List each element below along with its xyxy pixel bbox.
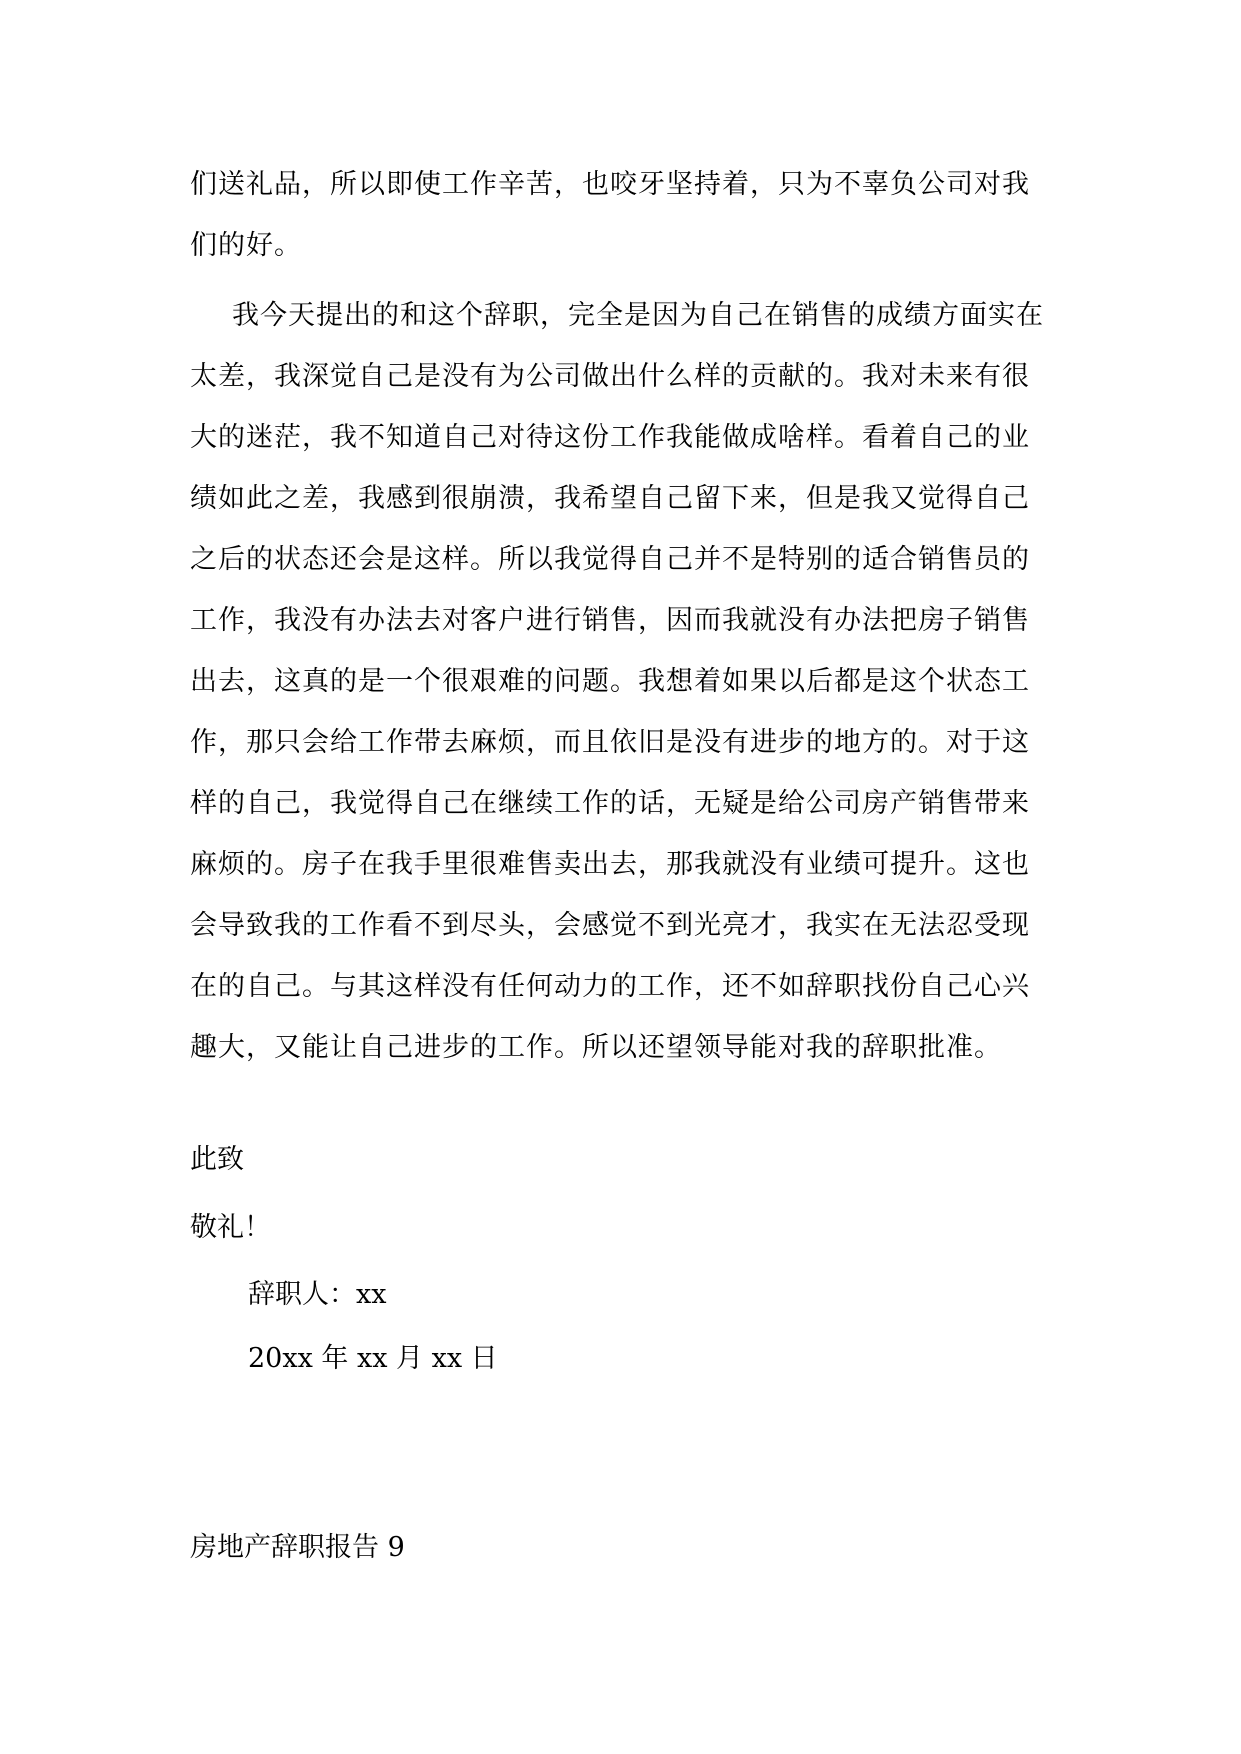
signature-name: 辞职人：xx bbox=[248, 1279, 387, 1310]
closing-regards: 敬礼！ bbox=[190, 1212, 271, 1243]
signature-date: 20xx 年 xx 月 xx 日 bbox=[248, 1343, 498, 1374]
section-title: 房地产辞职报告 9 bbox=[190, 1532, 405, 1563]
paragraph-resignation-reason: 我今天提出的和这个辞职，完全是因为自己在销售的成绩方面实在太差，我深觉自己是没有为公司做出什么样的贡献的。我对未来有很大的迷茫，我不知道自己对待这份工作我能做成啥样。看着自己的业绩如此之差，我感到很崩溃，我希望自己留下来，但是我又觉得自己之后的状态还会是这样。所以我觉得自己并不是特别的适合销售员的工作，我没有办法去对客户进行销售，因而我就没有办法把房子销售出去，这真的是一个很艰难的问题。我想着如果以后都是这个状态工作，那只会给工作带去麻烦，而且依旧是没有进步的地方的。对于这样的自己，我觉得自己在继续工作的话，无疑是给公司房产销售带来麻烦的。房子在我手里很难售卖出去，那我就没有业绩可提升。这也会导致我的工作看不到尽头，会感觉不到光亮才，我实在无法忍受现在的自己。与其这样没有任何动力的工作，还不如辞职找份自己心兴趣大，又能让自己进步的工作。所以还望领导能对我的辞职批准。 bbox=[190, 300, 1044, 1063]
closing-salutation: 此致 bbox=[190, 1144, 244, 1175]
paragraph-continued: 们送礼品，所以即使工作辛苦，也咬牙坚持着，只为不辜负公司对我们的好。 bbox=[190, 169, 1030, 261]
